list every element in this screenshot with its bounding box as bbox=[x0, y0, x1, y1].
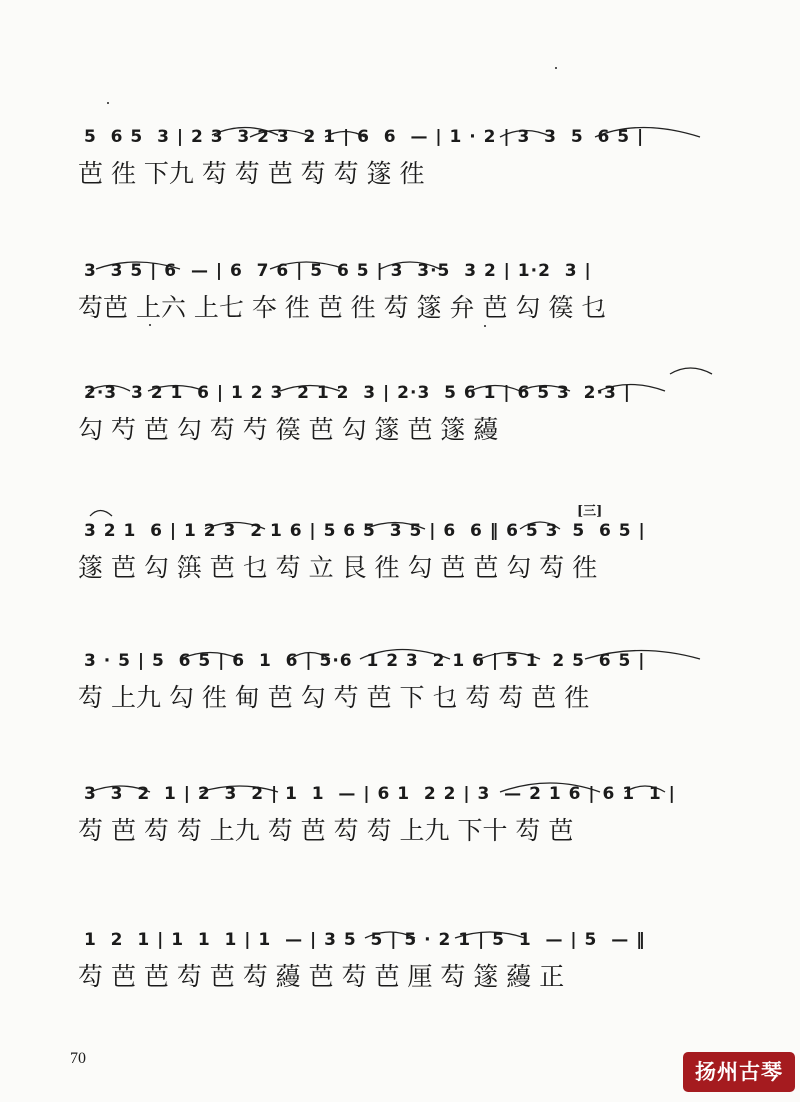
scan-speck bbox=[555, 67, 557, 69]
tablature-line: 篴 芭 勾 篊 芭 乜 芶 立 艮 徃 勾 芭 芭 勾 芶 徃 bbox=[78, 553, 598, 582]
tablature-line: 芶 芭 芭 芶 芭 芶 蘰 芭 芶 芭 厘 芶 篴 蘰 正 bbox=[78, 962, 565, 991]
watermark-logo: 扬州古琴 bbox=[683, 1052, 795, 1092]
score-system-2 bbox=[78, 256, 718, 336]
notation-line: 3 3 5 | 6 — | 6 7 6 | 5 6 5 | 3 3·5 3 2 | 1·2 3 | bbox=[84, 261, 592, 281]
score-system-6 bbox=[78, 779, 718, 859]
score-system-3 bbox=[78, 378, 718, 458]
notation-line: 3 · 5 | 5 6 5 | 6 1 6 | 5·6 1 2 3 2 1 6 | 5 1 2 5 6 5 | bbox=[84, 651, 646, 671]
notation-line: 3 2 1 6 | 1 2 3 2 1 6 | 5 6 5 3 5 | 6 6 ‖ 6 5 3 5 6 5 | bbox=[84, 521, 646, 541]
tablature-line: 芶芭 上六 上七 夲 徃 芭 徃 芶 篴 弁 芭 勾 篌 乜 bbox=[78, 293, 607, 322]
tablature-line: 勾 芍 芭 勾 芶 芍 篌 芭 勾 篴 芭 篴 蘰 bbox=[78, 415, 499, 444]
page-number: 70 bbox=[70, 1050, 86, 1067]
notation-line: 5 6 5 3 | 2 3 3 2 3 2 1 | 6 6 — | 1 · 2 | 3 3 5 6 5 | bbox=[84, 127, 645, 147]
score-system-5 bbox=[78, 646, 718, 726]
score-system-1 bbox=[78, 122, 718, 202]
tablature-line: 芶 芭 芶 芶 上九 芶 芭 芶 芶 上九 下十 芶 芭 bbox=[78, 816, 574, 845]
notation-line: 1 2 1 | 1 1 1 | 1 — | 3 5 5 | 5 · 2 1 | 5 1 — | 5 — ‖ bbox=[84, 930, 646, 950]
score-system-4 bbox=[78, 516, 718, 596]
section-mark: [三] bbox=[577, 504, 603, 519]
score-system-7 bbox=[78, 925, 718, 1005]
slur bbox=[670, 368, 712, 374]
scan-speck bbox=[107, 102, 109, 104]
tablature-line: 芭 徃 下九 芶 芶 芭 芶 芶 篴 徃 bbox=[78, 159, 425, 188]
notation-line: 2·3 3 2 1 6 | 1 2 3 2 1 2 3 | 2·3 5 6 1 | 6 5 3 2·3 | bbox=[84, 383, 631, 403]
notation-line: 3 3 2 1 | 2 3 2 | 1 1 — | 6 1 2 2 | 3 — 2 1 6 | 6 1 1 | bbox=[84, 784, 676, 804]
tablature-line: 芶 上九 勾 徃 甸 芭 勾 芍 芭 下 乜 芶 芶 芭 徃 bbox=[78, 683, 590, 712]
